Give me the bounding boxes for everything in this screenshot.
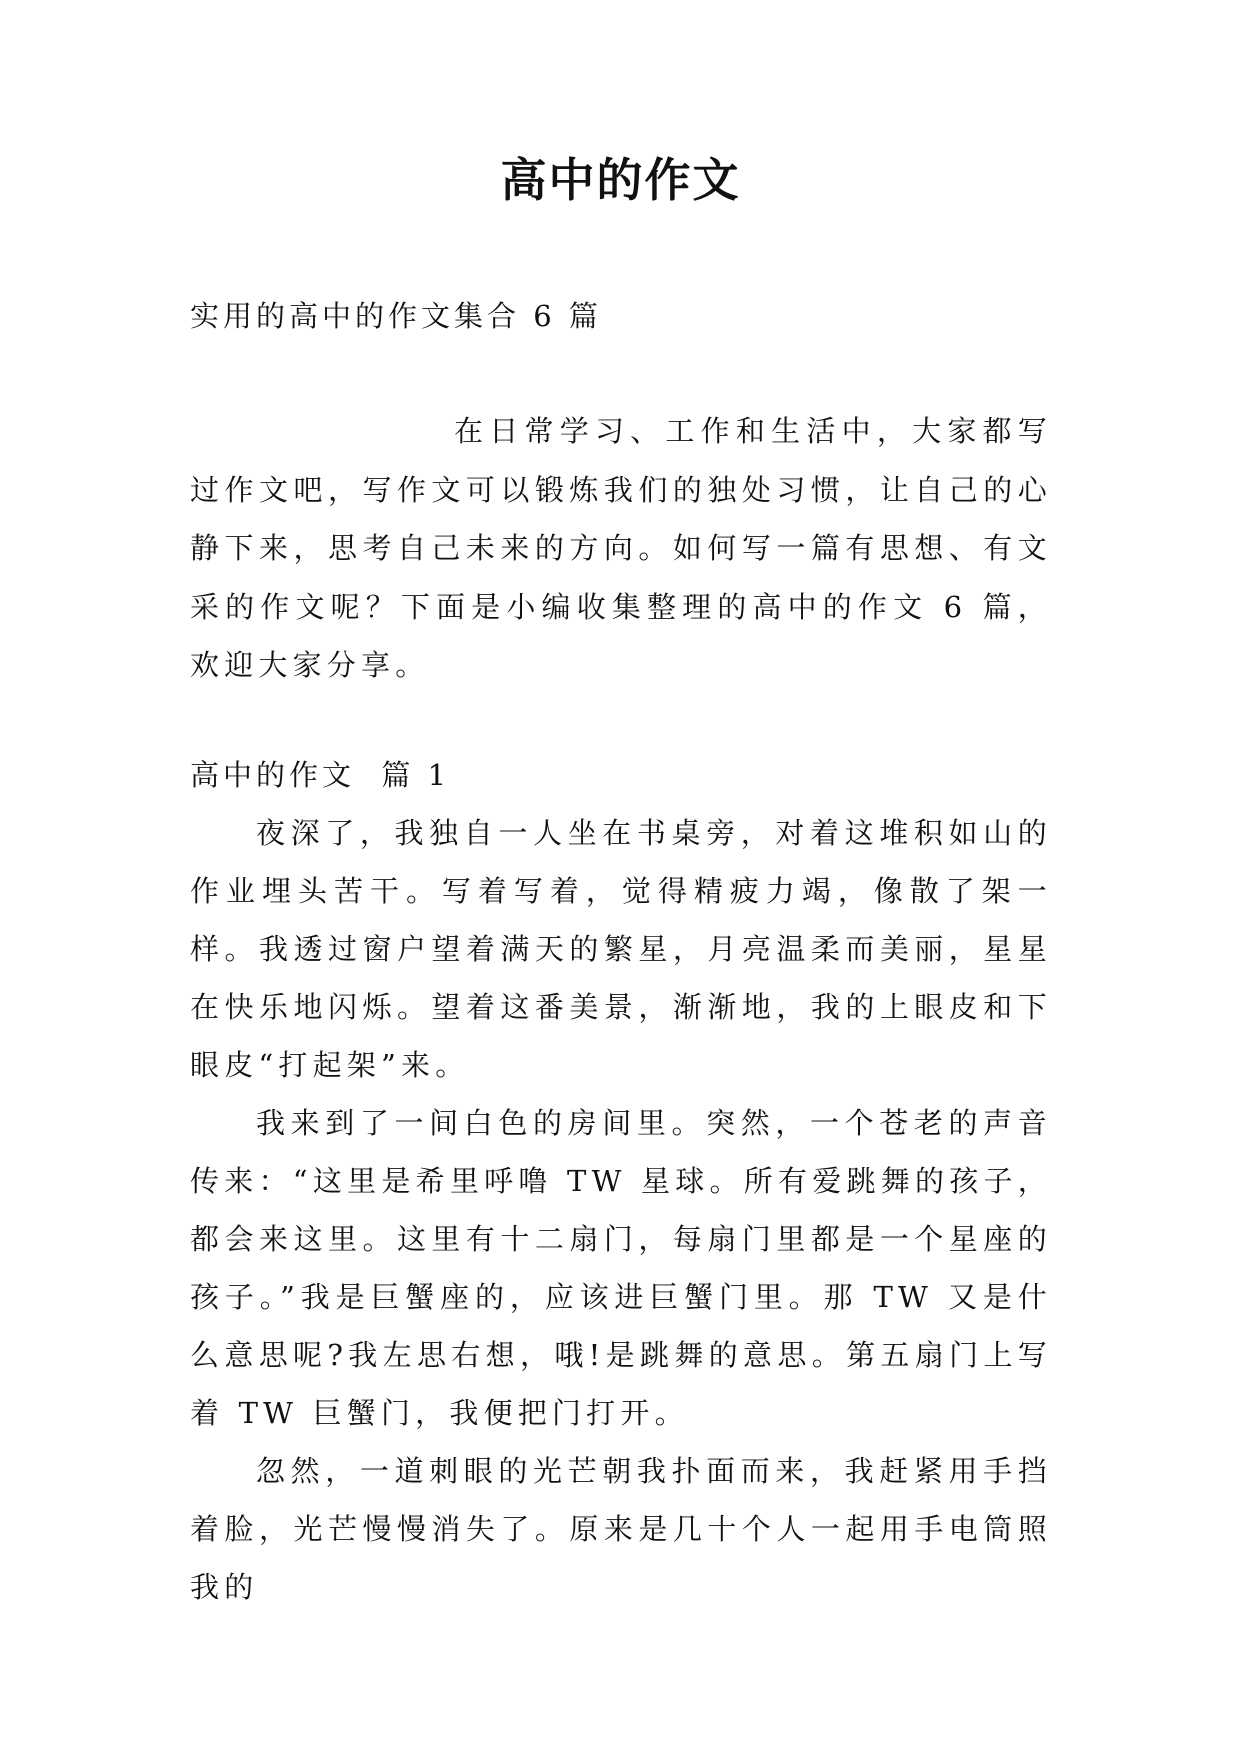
intro-paragraph: 在日常学习、工作和生活中，大家都写过作文吧，写作文可以锻炼我们的独处习惯，让自己的心静下来，思考自己未来的方向。如何写一篇有思想、有文采的作文呢？下面是小编收集整理的高中的作文 6 篇，欢迎大家分享。 [190, 414, 1052, 682]
document-subtitle: 实用的高中的作文集合 6 篇 [190, 299, 602, 333]
essay-paragraph-2: 我来到了一间白色的房间里。突然，一个苍老的声音传来：“这里是希里呼噜 TW 星球。所有爱跳舞的孩子，都会来这里。这里有十二扇门，每扇门里都是一个星座的孩子。”我是巨蟹座的，应该进巨蟹门里。那 TW 又是什么意思呢?我左思右想，哦!是跳舞的意思。第五扇门上写着 TW 巨蟹门，我便把门打开。 [190, 1106, 1052, 1430]
essay-body [190, 804, 1052, 1616]
essay-paragraph-3: 忽然，一道刺眼的光芒朝我扑面而来，我赶紧用手挡着脸，光芒慢慢消失了。原来是几十个人一起用手电筒照我的 [190, 1454, 1052, 1604]
section-heading: 高中的作文 篇 1 [190, 758, 451, 792]
essay-paragraph-1: 夜深了，我独自一人坐在书桌旁，对着这堆积如山的作业埋头苦干。写着写着，觉得精疲力竭，像散了架一样。我透过窗户望着满天的繁星，月亮温柔而美丽，星星在快乐地闪烁。望着这番美景，渐渐地，我的上眼皮和下眼皮“打起架”来。 [190, 816, 1052, 1082]
document-title: 高中的作文 [500, 153, 741, 207]
